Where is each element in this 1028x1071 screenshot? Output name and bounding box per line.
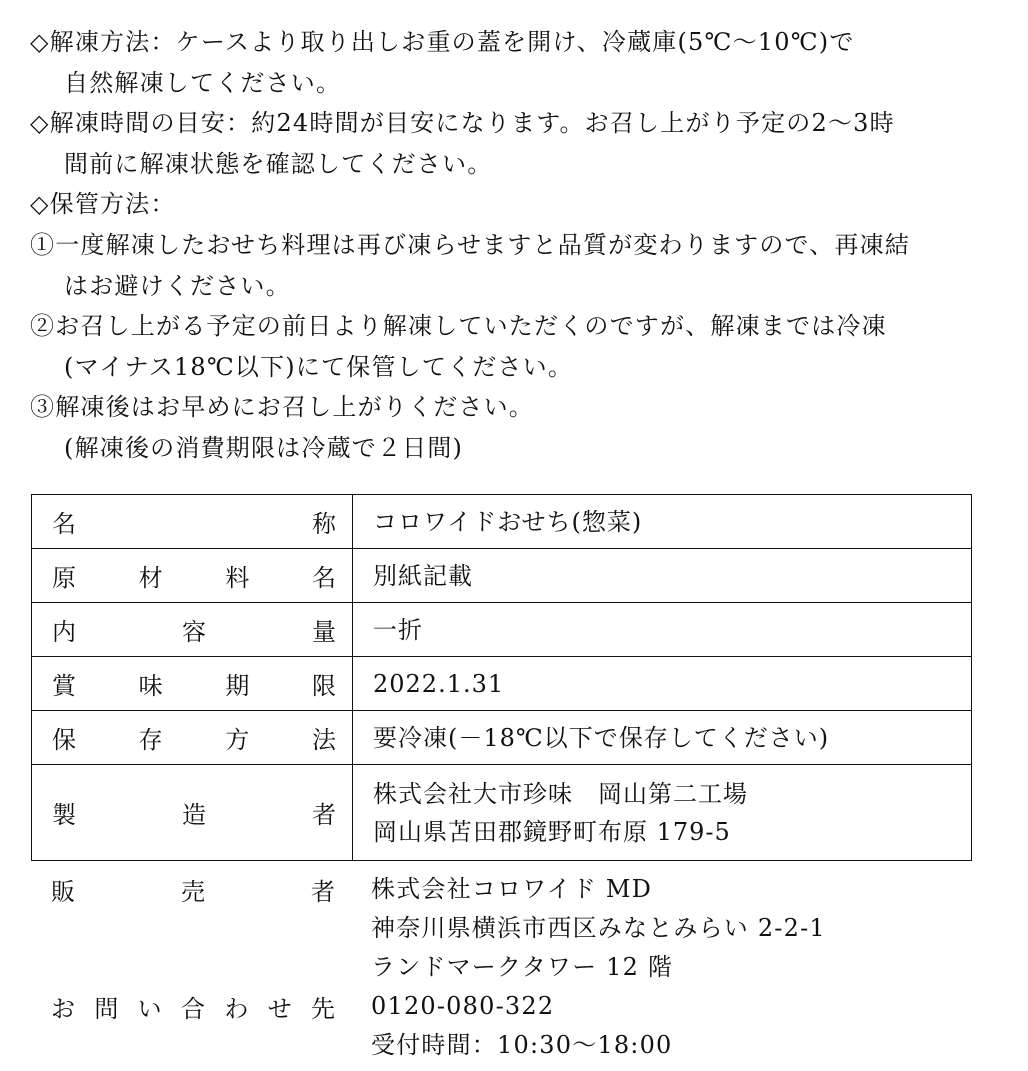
instruction-line: ◇解凍時間の目安：約24時間が目安になります。お召し上がり予定の2～3時 bbox=[30, 109, 895, 138]
contact-hours: 受付時間：10:30～18:00 bbox=[371, 1031, 673, 1059]
spec-value bbox=[353, 765, 972, 861]
label-char: 内 bbox=[52, 618, 76, 646]
label-char: 問 bbox=[94, 995, 119, 1023]
seller-label bbox=[31, 870, 351, 987]
spec-label bbox=[32, 549, 353, 603]
spec-row-manufacturer bbox=[32, 765, 972, 861]
seller-line: 株式会社コロワイド MD bbox=[371, 875, 653, 903]
instruction-line: (マイナス18℃以下)にて保管してください。 bbox=[64, 352, 574, 381]
label-char: 期 bbox=[225, 672, 250, 700]
spec-label bbox=[32, 495, 353, 549]
instruction-line: ②お召し上がる予定の前日より解凍していただくのですが、解凍までは冷凍 bbox=[30, 312, 887, 341]
label-char: 称 bbox=[312, 510, 336, 538]
label-char: 名 bbox=[311, 564, 336, 592]
label-char: 原 bbox=[52, 564, 76, 592]
label-char: 売 bbox=[181, 878, 205, 906]
spec-row-name bbox=[32, 495, 972, 549]
spec-value-line: 岡山県苫田郡鏡野町布原 179-5 bbox=[373, 817, 731, 846]
spec-label bbox=[32, 765, 353, 861]
spec-value bbox=[353, 495, 972, 549]
label-char: 合 bbox=[180, 995, 205, 1023]
contact-label bbox=[31, 987, 351, 1065]
label-char: 造 bbox=[182, 801, 206, 829]
label-char: 販 bbox=[51, 878, 75, 906]
seller-line: 神奈川県横浜市西区みなとみらい 2-2-1 bbox=[371, 914, 826, 942]
spec-value-line: 株式会社大市珍味 岡山第二工場 bbox=[373, 779, 748, 808]
label-char: 量 bbox=[312, 618, 336, 646]
contact-phone: 0120-080-322 bbox=[371, 992, 555, 1020]
label-char: 容 bbox=[182, 618, 206, 646]
instruction-line: ◇保管方法： bbox=[30, 190, 176, 219]
spec-value-line: 2022.1.31 bbox=[373, 669, 505, 698]
label-char: 賞 bbox=[52, 672, 76, 700]
label-char: 存 bbox=[138, 726, 163, 754]
spec-value bbox=[353, 603, 972, 657]
label-char: 法 bbox=[311, 726, 336, 754]
label-char: 方 bbox=[225, 726, 250, 754]
label-char: 限 bbox=[311, 672, 336, 700]
spec-row-quantity bbox=[32, 603, 972, 657]
contact-row bbox=[31, 987, 991, 1065]
spec-row-storage bbox=[32, 711, 972, 765]
product-spec-table bbox=[31, 494, 972, 861]
seller-line: ランドマークタワー 12 階 bbox=[371, 953, 674, 981]
spec-value bbox=[353, 549, 972, 603]
label-char: 保 bbox=[52, 726, 76, 754]
label-char: 者 bbox=[311, 878, 335, 906]
spec-row-ingredients bbox=[32, 549, 972, 603]
seller-info bbox=[351, 870, 826, 987]
spec-row-best-before bbox=[32, 657, 972, 711]
label-char: い bbox=[137, 995, 162, 1023]
storage-instructions bbox=[30, 22, 990, 469]
spec-value bbox=[353, 711, 972, 765]
spec-value-line: コロワイドおせち(惣菜) bbox=[373, 507, 643, 536]
label-char: 者 bbox=[312, 801, 336, 829]
label-char: 製 bbox=[52, 801, 76, 829]
label-char: せ bbox=[267, 995, 292, 1023]
seller-contact-section bbox=[31, 870, 991, 1065]
label-char: お bbox=[51, 995, 75, 1023]
instruction-line: 間前に解凍状態を確認してください。 bbox=[64, 149, 493, 178]
label-char: 料 bbox=[225, 564, 250, 592]
label-char: わ bbox=[224, 995, 249, 1023]
instruction-line: 自然解凍してください。 bbox=[64, 68, 342, 97]
label-char: 名 bbox=[52, 510, 76, 538]
label-char: 材 bbox=[138, 564, 163, 592]
instruction-line: はお避けください。 bbox=[64, 271, 291, 300]
instruction-line: (解凍後の消費期限は冷蔵で２日間) bbox=[64, 433, 464, 462]
label-char: 先 bbox=[310, 995, 335, 1023]
instruction-line: ◇解凍方法：ケースより取り出しお重の蓋を開け、冷蔵庫(5℃～10℃)で bbox=[30, 28, 855, 56]
contact-info bbox=[351, 987, 673, 1065]
spec-label bbox=[32, 657, 353, 711]
spec-label bbox=[32, 603, 353, 657]
spec-value-line: 別紙記載 bbox=[373, 561, 473, 590]
spec-value bbox=[353, 657, 972, 711]
spec-label bbox=[32, 711, 353, 765]
spec-value-line: 一折 bbox=[373, 615, 423, 644]
instruction-line: ①一度解凍したおせち料理は再び凍らせますと品質が変わりますので、再凍結 bbox=[30, 230, 911, 259]
instruction-line: ③解凍後はお早めにお召し上がりください。 bbox=[30, 393, 534, 422]
label-char: 味 bbox=[138, 672, 163, 700]
spec-value-line: 要冷凍(－18℃以下で保存してください) bbox=[373, 723, 830, 752]
seller-row bbox=[31, 870, 991, 987]
